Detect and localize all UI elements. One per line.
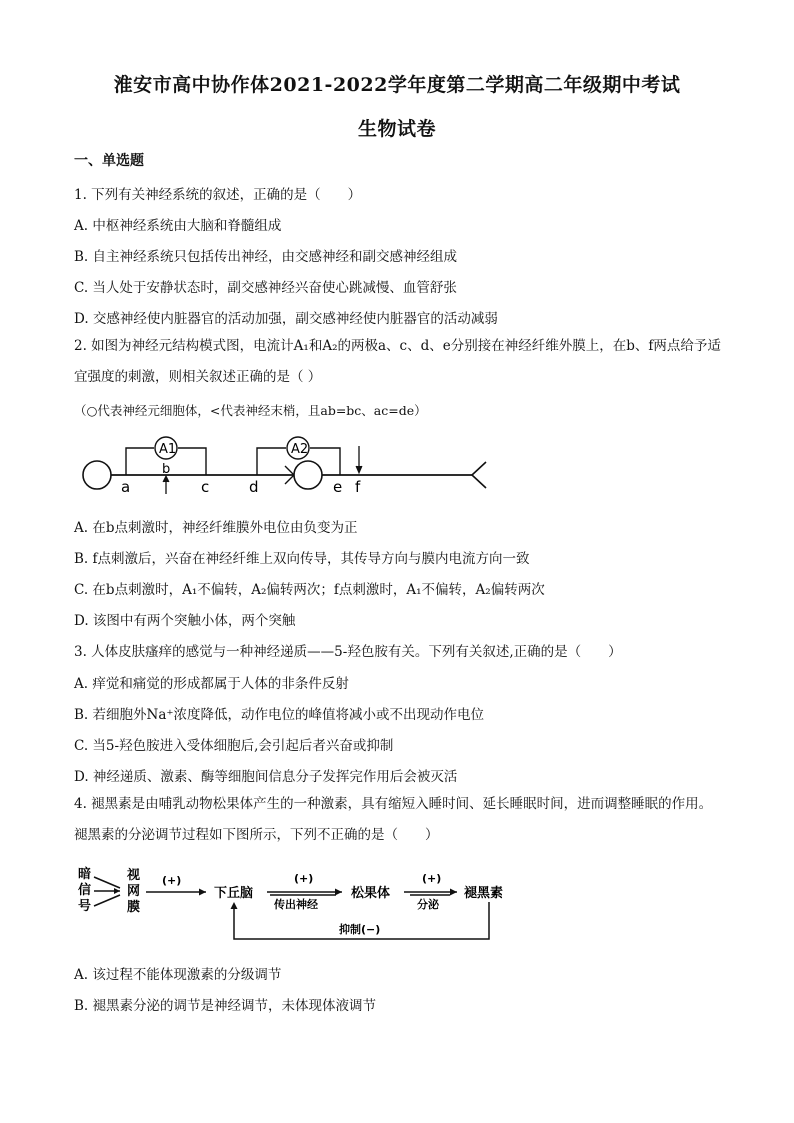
arrowhead-hypothalamus: [335, 889, 342, 896]
point-e-label: e: [333, 478, 343, 496]
plus-2: (+): [294, 872, 314, 885]
plus-1: (+): [162, 874, 182, 887]
point-a-label: a: [121, 478, 131, 496]
question-3-option-b: B. 若细胞外Na⁺浓度降低，动作电位的峰值将减小或不出现动作电位: [74, 707, 484, 723]
signal-arrow-1: [94, 877, 120, 888]
pineal-label: 松果体: [351, 886, 391, 901]
question-1-option-a: A. 中枢神经系统由大脑和脊髓组成: [74, 218, 282, 234]
question-2-option-b: B. f点刺激后，兴奋在神经纤维上双向传导，其传导方向与膜内电流方向一致: [74, 551, 530, 567]
retina-char-3: 膜: [127, 900, 141, 915]
meter-a2-label: A2: [291, 442, 309, 457]
signal-char-2: 信: [78, 883, 92, 898]
signal-arrow-3: [94, 895, 120, 906]
melatonin-flow-diagram: [74, 862, 524, 944]
exam-subtitle: 生物试卷: [357, 118, 436, 140]
arrowhead-feedback: [231, 902, 238, 909]
neuron-cell-body: [83, 461, 111, 489]
arrowhead-retina: [199, 889, 206, 896]
question-1-option-b: B. 自主神经系统只包括传出神经，由交感神经和副交感神经组成: [74, 249, 458, 265]
nerve-ending: [472, 462, 486, 488]
question-2-stem: 2. 如图为神经元结构模式图，电流计A₁和A₂的两极a、c、d、e分别接在神经纤维外膜上，在b、f两点给予适宜强度的刺激，则相关叙述正确的是（ ）: [74, 338, 721, 385]
retina-char-1: 视: [127, 868, 141, 883]
question-3-option-d: D. 神经递质、激素、酶等细胞间信息分子发挥完作用后会被灭活: [74, 769, 458, 785]
section-heading: 一、单选题: [74, 153, 144, 169]
arrowhead-pineal: [450, 889, 457, 896]
plus-3: (+): [422, 872, 442, 885]
question-2-option-d: D. 该图中有两个突触小体，两个突触: [74, 613, 296, 629]
point-f-label: f: [355, 478, 361, 496]
question-1-option-d: D. 交感神经使内脏器官的活动加强，副交感神经使内脏器官的活动减弱: [74, 311, 498, 327]
question-3-stem: 3. 人体皮肤瘙痒的感觉与一种神经递质——5-羟色胺有关。下列有关叙述,正确的是（ ）: [74, 644, 622, 660]
retina-char-2: 网: [127, 884, 141, 899]
question-4-option-b: B. 褪黑素分泌的调节是神经调节，未体现体液调节: [74, 998, 377, 1014]
point-c-label: c: [201, 478, 210, 496]
question-1-stem: 1. 下列有关神经系统的叙述，正确的是（ ）: [74, 187, 362, 203]
question-4-option-a: A. 该过程不能体现激素的分级调节: [74, 967, 282, 983]
secrete-label: 分泌: [417, 898, 439, 911]
question-2-option-a: A. 在b点刺激时，神经纤维膜外电位由负变为正: [74, 520, 358, 536]
question-1-option-c: C. 当人处于安静状态时，副交感神经兴奋使心跳减慢、血管舒张: [74, 280, 457, 296]
hypothalamus-label: 下丘脑: [214, 886, 254, 901]
stimulus-f-arrowhead: [356, 466, 362, 473]
second-cell-body: [294, 461, 322, 489]
exam-title: 淮安市高中协作体2021-2022学年度第二学期高二年级期中考试: [113, 74, 681, 96]
signal-char-3: 号: [78, 899, 92, 914]
question-3-option-a: A. 痒觉和痛觉的形成都属于人体的非条件反射: [74, 676, 349, 692]
inhibit-label: 抑制(−): [339, 923, 381, 936]
question-2-option-c: C. 在b点刺激时，A₁不偏转，A₂偏转两次；f点刺激时，A₁不偏转，A₂偏转两次: [74, 582, 545, 598]
point-b-label: b: [162, 462, 171, 477]
neuron-diagram: [74, 432, 494, 502]
efferent-label: 传出神经: [274, 898, 318, 911]
question-4-stem: 4. 褪黑素是由哺乳动物松果体产生的一种激素，具有缩短入睡时间、延长睡眠时间，进而调整睡眠的作用。褪黑素的分泌调节过程如下图所示，下列不正确的是（ ）: [74, 796, 713, 843]
arrowhead-signal: [114, 888, 120, 894]
melatonin-label: 褪黑素: [464, 886, 504, 901]
signal-char-1: 暗: [78, 867, 92, 882]
question-2-note: （○代表神经元细胞体，<代表神经末梢，且ab=bc、ac=de）: [74, 403, 427, 418]
meter-a1-label: A1: [159, 442, 177, 457]
question-3-option-c: C. 当5-羟色胺进入受体细胞后,会引起后者兴奋或抑制: [74, 738, 394, 754]
point-d-label: d: [249, 478, 259, 496]
